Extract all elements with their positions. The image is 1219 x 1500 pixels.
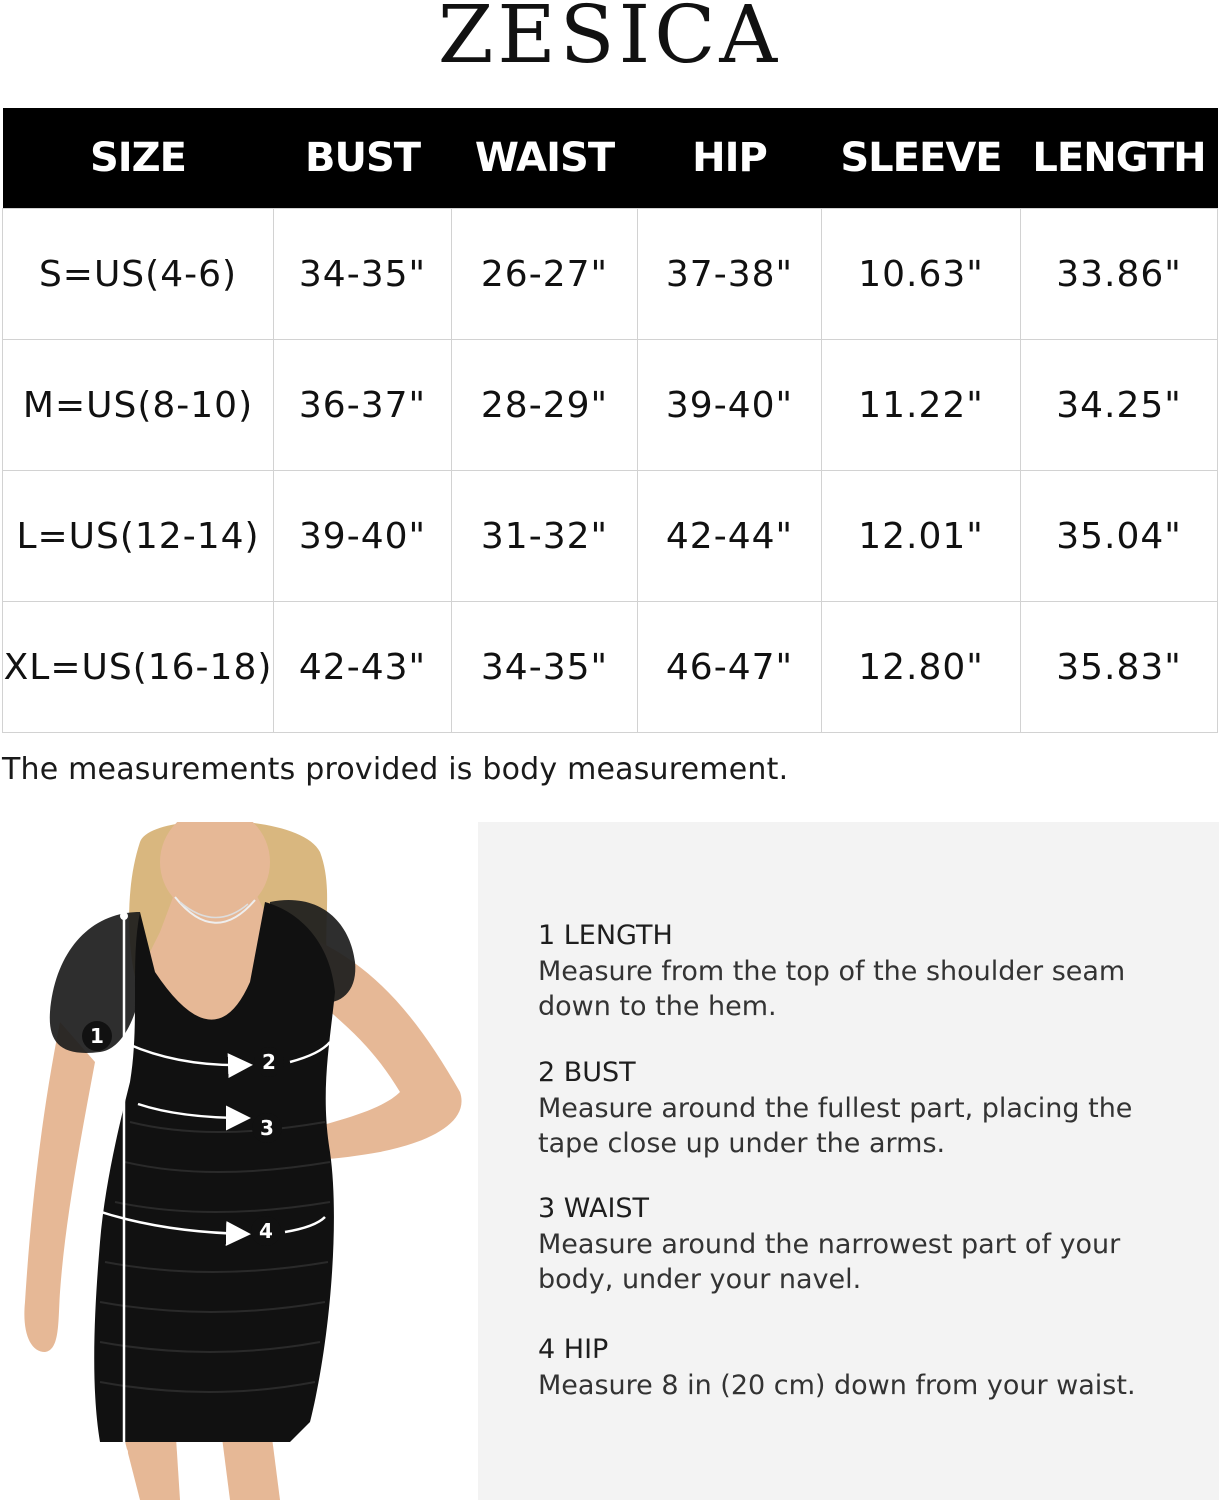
header-bust: BUST [274,108,452,209]
cell-sleeve: 11.22" [822,340,1021,471]
header-size: SIZE [3,108,274,209]
table-row [3,340,1218,471]
table-row [3,602,1218,733]
cell-length: 35.04" [1021,471,1218,602]
header-sleeve: SLEEVE [822,108,1021,209]
guide-description: Measure around the fullest part, placing the tape close up under the arms. [538,1093,1133,1159]
cell-hip: 42-44" [638,471,822,602]
guide-title: 3 WAIST [538,1193,650,1224]
table-row [3,209,1218,340]
brand-logo: ZESICA [437,0,782,81]
size-chart-table [2,108,1218,733]
guide-item-waist [538,1191,1138,1297]
marker-2 [254,1047,284,1077]
marker-2-label: 2 [262,1050,276,1074]
guide-item-bust [538,1055,1138,1161]
marker-1 [82,1021,112,1051]
cell-waist: 34-35" [452,602,638,733]
cell-size: L=US(12-14) [3,471,274,602]
cell-length: 34.25" [1021,340,1218,471]
cell-bust: 34-35" [274,209,452,340]
marker-1-label: 1 [90,1024,104,1048]
marker-3 [252,1113,282,1143]
guide-title: 1 LENGTH [538,920,673,951]
guide-title: 4 HIP [538,1334,609,1365]
cell-hip: 39-40" [638,340,822,471]
cell-hip: 46-47" [638,602,822,733]
measurement-guide-panel [478,822,1219,1500]
cell-size: S=US(4-6) [3,209,274,340]
table-row [3,471,1218,602]
marker-3-label: 3 [260,1116,274,1140]
cell-waist: 31-32" [452,471,638,602]
header-waist: WAIST [452,108,638,209]
model-measurement-illustration [0,822,478,1500]
cell-sleeve: 10.63" [822,209,1021,340]
cell-sleeve: 12.01" [822,471,1021,602]
cell-size: XL=US(16-18) [3,602,274,733]
cell-waist: 26-27" [452,209,638,340]
header-length: LENGTH [1021,108,1218,209]
arm-left-shape [24,1022,95,1352]
cell-hip: 37-38" [638,209,822,340]
guide-title: 2 BUST [538,1057,636,1088]
guide-item-hip [538,1332,1138,1403]
cell-bust: 39-40" [274,471,452,602]
cell-waist: 28-29" [452,340,638,471]
cell-bust: 36-37" [274,340,452,471]
marker-4-label: 4 [259,1219,273,1243]
cell-size: M=US(8-10) [3,340,274,471]
table-header-row [3,108,1218,209]
guide-description: Measure around the narrowest part of your body, under your navel. [538,1229,1121,1295]
guide-item-length [538,918,1138,1024]
cell-bust: 42-43" [274,602,452,733]
cell-length: 33.86" [1021,209,1218,340]
cell-length: 35.83" [1021,602,1218,733]
measurement-note: The measurements provided is body measurement. [2,752,789,787]
marker-4 [251,1216,281,1246]
guide-description: Measure 8 in (20 cm) down from your waist. [538,1370,1136,1401]
cell-sleeve: 12.80" [822,602,1021,733]
guide-description: Measure from the top of the shoulder seam down to the hem. [538,956,1126,1022]
header-hip: HIP [638,108,822,209]
